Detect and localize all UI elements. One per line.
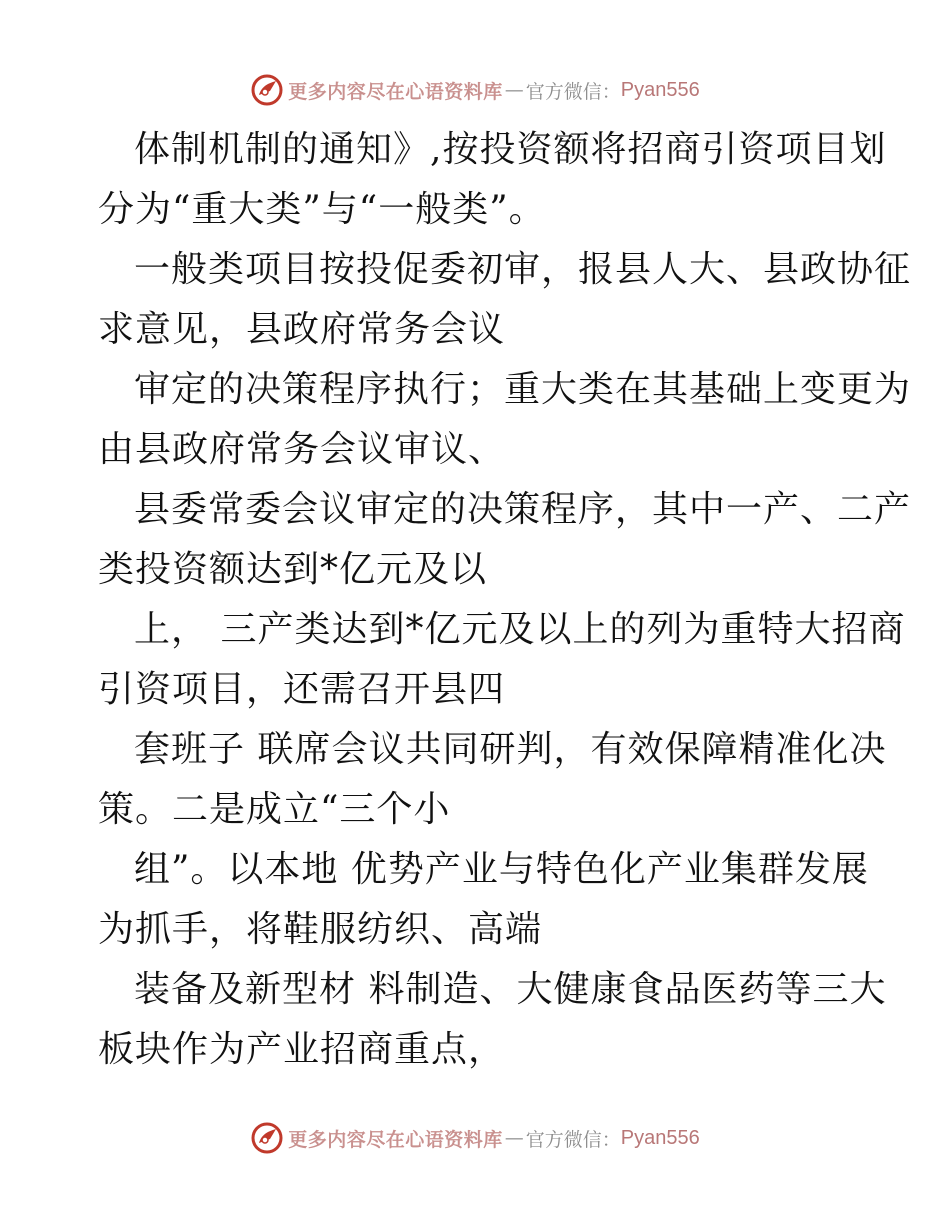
banner-account: Pyan556 [620,78,700,101]
text-line: 板块作为产业招商重点， [98,1029,506,1070]
banner-dash: — [504,1127,524,1149]
text-line: 一般类项目按投促委初审，报县人大、县政协征 [134,249,912,290]
banner-main-text: 更多内容尽在心语资料库 [288,1128,503,1151]
text-line: 分为“重大类”与“一般类”。 [98,189,546,230]
text-line: 由县政府常务会议审议、 [98,429,506,470]
banner-wechat-label: 官方微信： [525,80,621,103]
banner-dash: — [504,79,524,101]
banner-wechat-label: 官方微信： [525,1128,621,1151]
text-line: 装备及新型材 料制造、大健康食品医药等三大 [134,969,887,1010]
text-line: 组”。以本地 优势产业与特色化产业集群发展 [134,849,869,890]
text-line: 套班子 联席会议共同研判，有效保障精准化决 [134,729,887,770]
document-body [98,120,912,1080]
text-line: 为抓手，将鞋服纺织、高端 [98,909,543,950]
library-logo-icon [250,73,284,107]
text-line: 县委常委会议审定的决策程序，其中一产、二产 [134,489,912,530]
text-line: 求意见，县政府常务会议 [98,309,506,350]
banner-main-text: 更多内容尽在心语资料库 [288,80,503,103]
text-line: 策。二是成立“三个小 [98,789,451,830]
text-line: 体制机制的通知》,按投资额将招商引资项目划 [134,129,887,170]
footer-banner [0,1118,950,1158]
library-logo-icon [250,1121,284,1155]
text-line: 引资项目，还需召开县四 [98,669,506,710]
header-banner [0,70,950,110]
text-line: 审定的决策程序执行；重大类在其基础上变更为 [134,369,912,410]
banner-account: Pyan556 [620,1126,700,1149]
text-line: 上， 三产类达到*亿元及以上的列为重特大招商 [134,609,906,650]
text-line: 类投资额达到*亿元及以 [98,549,488,590]
